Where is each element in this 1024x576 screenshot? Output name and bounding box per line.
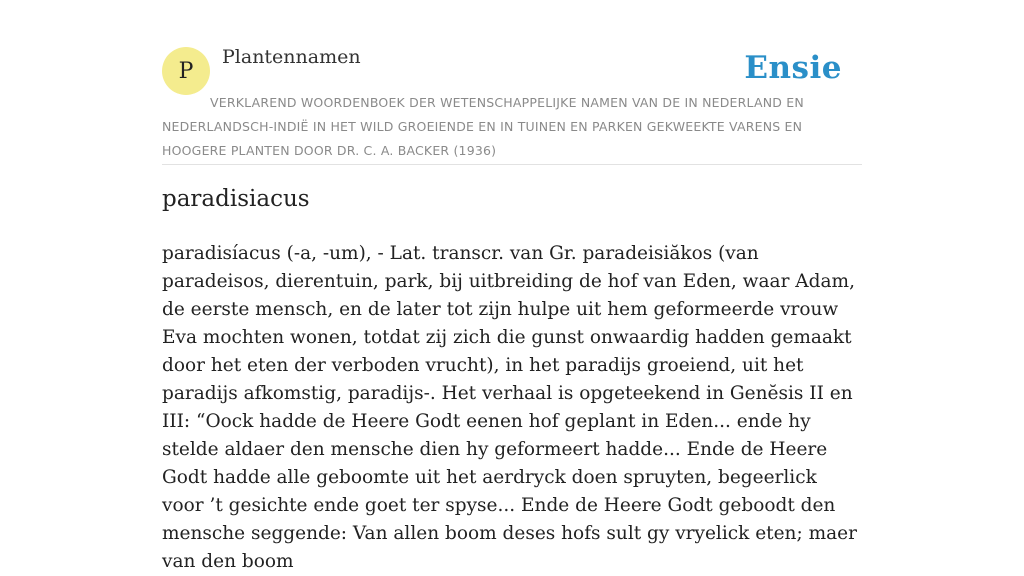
site-title-link[interactable]: Plantennamen: [222, 46, 361, 68]
avatar-letter: P: [178, 58, 194, 84]
site-subtitle: VERKLAREND WOORDENBOEK DER WETENSCHAPPELIJKE NAMEN VAN DE IN NEDERLAND EN NEDERLANDSCH-INDIË IN HET WILD GROEIENDE EN IN TUINEN EN PARKEN GEKWEEKTE VARENS EN HOOGERE PLANTEN DOOR DR. C. A. BACKER (1936): [162, 95, 804, 158]
entry-body: paradisíacus (-a, -um), - Lat. transcr. van Gr. paradeisiăkos (van paradeisos, dierentuin, park, bij uitbreiding de hof van Eden, waar Adam, de eerste mensch, en de later tot zijn hulpe uit hem geformeerde vrouw Eva mochten wonen, totdat zij zich die gunst onwaardig hadden gemaakt door het eten der verboden vrucht), in het paradijs groeiend, uit het paradijs afkomstig, paradijs-. Het verhaal is opgeteekend in Genĕsis II en III: “Oock hadde de Heere Godt eenen hof geplant in Eden... ende hy stelde aldaer den mensche dien hy geformeert hadde... Ende de Heere Godt hadde alle geboomte uit het aerdryck doen spruyten, begeerlick voor ’t gesichte ende goet ter spyse... Ende de Heere Godt geboodt den mensche seggende: Van allen boom deses hofs sult gy vryelick eten; maer van den boom: [162, 243, 857, 572]
ensie-logo-link[interactable]: Ensie: [744, 50, 842, 86]
site-header: [162, 44, 862, 165]
avatar[interactable]: [162, 47, 210, 95]
entry-title: paradisiacus: [162, 186, 310, 212]
